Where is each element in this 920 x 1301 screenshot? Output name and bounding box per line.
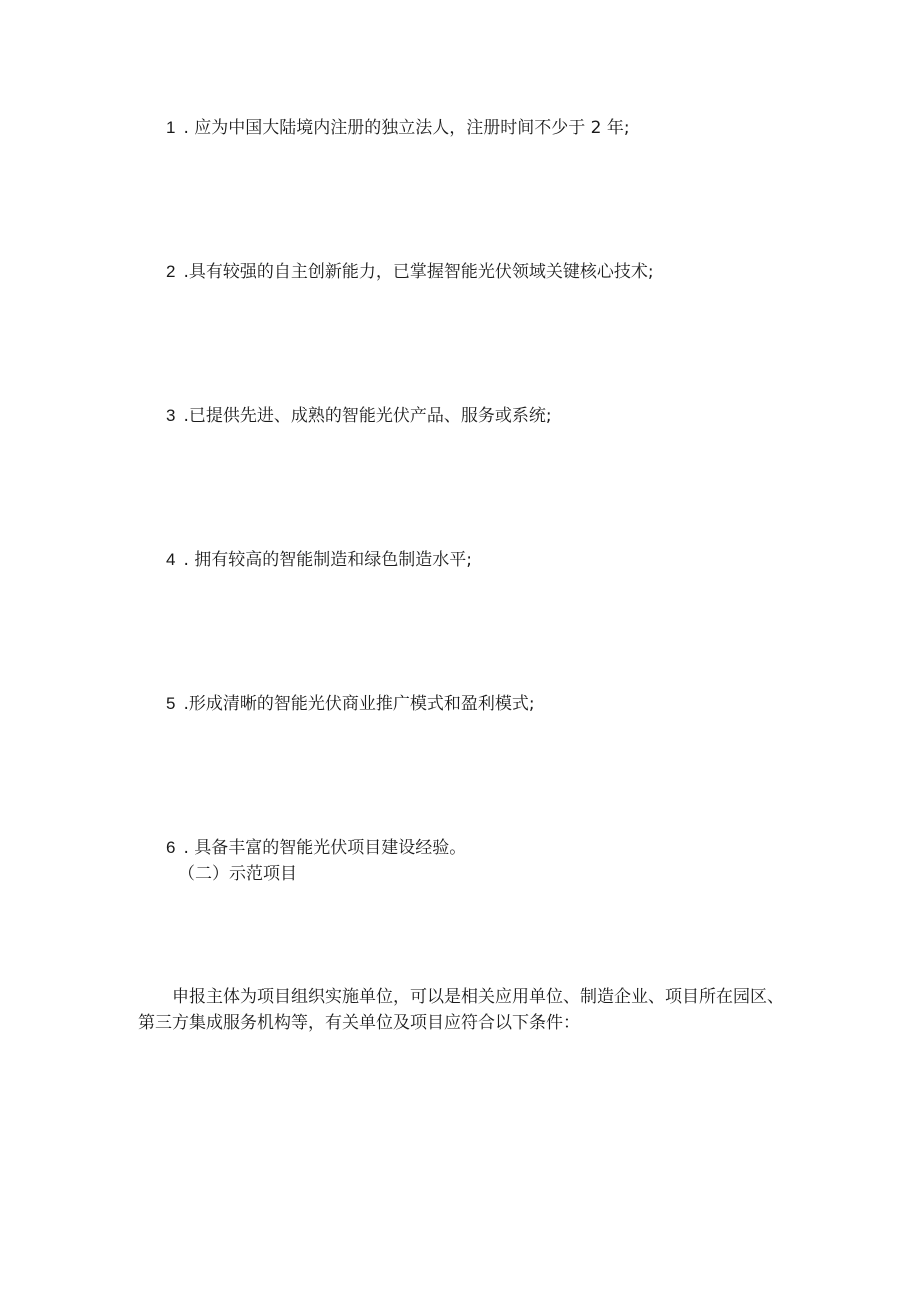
list-item — [166, 404, 552, 428]
list-item-number: 5 — [166, 694, 176, 713]
list-item — [166, 548, 472, 572]
list-item-text: .形成清晰的智能光伏商业推广模式和盈利模式; — [183, 694, 535, 714]
list-item-number: 2 — [166, 262, 176, 281]
list-item-text: . 具备丰富的智能光伏项目建设经验。 — [183, 838, 467, 858]
section-heading: （二）示范项目 — [178, 864, 297, 884]
list-item — [166, 836, 466, 860]
list-item-number: 1 — [166, 118, 176, 137]
list-item — [166, 692, 535, 716]
list-item-number: 4 — [166, 550, 176, 569]
list-item-text: .具有较强的自主创新能力，已掌握智能光伏领域关键核心技术; — [183, 262, 654, 282]
list-item-text: . 应为中国大陆境内注册的独立法人，注册时间不少于 2 年; — [183, 118, 630, 138]
list-item — [166, 260, 654, 284]
list-item — [166, 116, 630, 140]
list-item-text: .已提供先进、成熟的智能光伏产品、服务或系统; — [183, 406, 552, 426]
list-item-text: . 拥有较高的智能制造和绿色制造水平; — [183, 550, 473, 570]
list-item-number: 3 — [166, 406, 176, 425]
list-item-number: 6 — [166, 838, 176, 857]
body-paragraph: 申报主体为项目组织实施单位，可以是相关应用单位、制造企业、项目所在园区、第三方集成服务机构等，有关单位及项目应符合以下条件： — [138, 987, 784, 1033]
